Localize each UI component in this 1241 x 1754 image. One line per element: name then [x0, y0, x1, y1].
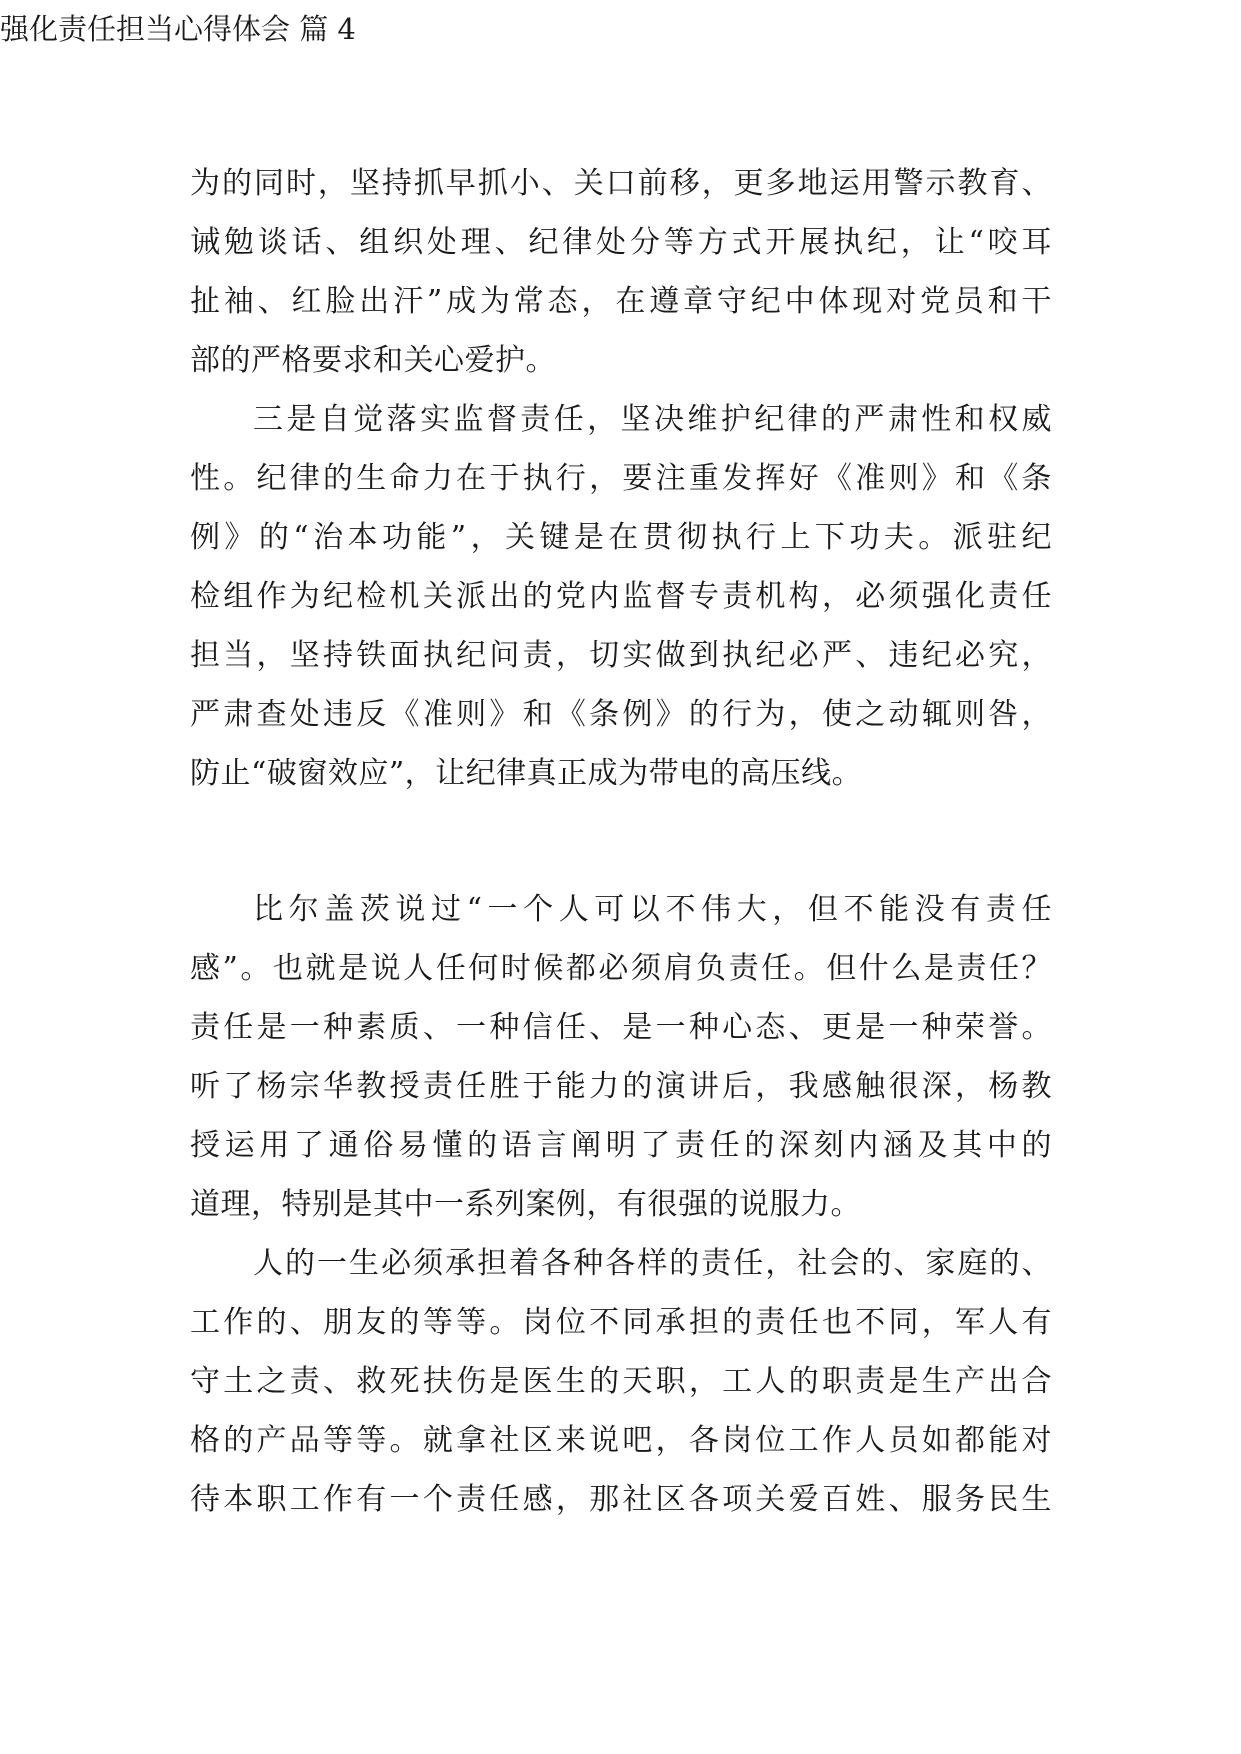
text-line: 三是自觉落实监督责任，坚决维护纪律的严肃性和权威	[253, 402, 1052, 437]
document-body-top	[190, 154, 1052, 803]
text-line: 工作的、朋友的等等。岗位不同承担的责任也不同，军人有	[190, 1305, 1052, 1340]
paragraph-responsibility-intro	[190, 880, 1052, 1234]
text-line: 听了杨宗华教授责任胜于能力的演讲后，我感触很深，杨教	[190, 1069, 1052, 1104]
text-line: 比尔盖茨说过“一个人可以不伟大，但不能没有责任	[253, 892, 1052, 927]
text-line: 担当，坚持铁面执纪问责，切实做到执纪必严、违纪必究，	[190, 638, 1052, 673]
text-line: 道理，特别是其中一系列案例，有很强的说服力。	[190, 1187, 861, 1222]
text-line: 检组作为纪检机关派出的党内监督专责机构，必须强化责任	[190, 579, 1052, 614]
text-line: 格的产品等等。就拿社区来说吧，各岗位工作人员如都能对	[190, 1423, 1052, 1458]
paragraph-supervision-responsibility	[190, 390, 1052, 803]
text-line: 授运用了通俗易懂的语言阐明了责任的深刻内涵及其中的	[190, 1128, 1052, 1163]
paragraph-discipline-conclusion	[190, 154, 1052, 390]
text-line: 感”。也就是说人任何时候都必须肩负责任。但什么是责任？	[190, 951, 1052, 986]
text-line: 待本职工作有一个责任感，那社区各项关爱百姓、服务民生	[190, 1482, 1052, 1517]
text-line: 例》的“治本功能”，关键是在贯彻执行上下功夫。派驻纪	[190, 520, 1052, 555]
text-line: 诫勉谈话、组织处理、纪律处分等方式开展执纪，让“咬耳	[190, 225, 1052, 260]
paragraph-life-responsibilities	[190, 1234, 1052, 1529]
text-line: 人的一生必须承担着各种各样的责任，社会的、家庭的、	[253, 1246, 1052, 1281]
text-line: 防止“破窗效应”，让纪律真正成为带电的高压线。	[190, 756, 863, 791]
text-line: 部的严格要求和关心爱护。	[190, 343, 556, 378]
document-body-bottom	[190, 880, 1052, 1529]
text-line: 责任是一种素质、一种信任、是一种心态、更是一种荣誉。	[190, 1010, 1052, 1045]
text-line: 扯袖、红脸出汗”成为常态，在遵章守纪中体现对党员和干	[190, 284, 1052, 319]
text-line: 守土之责、救死扶伤是医生的天职，工人的职责是生产出合	[190, 1364, 1052, 1399]
text-line: 严肃查处违反《准则》和《条例》的行为，使之动辄则咎，	[190, 697, 1052, 732]
text-line: 性。纪律的生命力在于执行，要注重发挥好《准则》和《条	[190, 461, 1052, 496]
text-line: 为的同时，坚持抓早抓小、关口前移，更多地运用警示教育、	[190, 166, 1052, 201]
section-heading: 强化责任担当心得体会 篇 4	[0, 12, 356, 46]
